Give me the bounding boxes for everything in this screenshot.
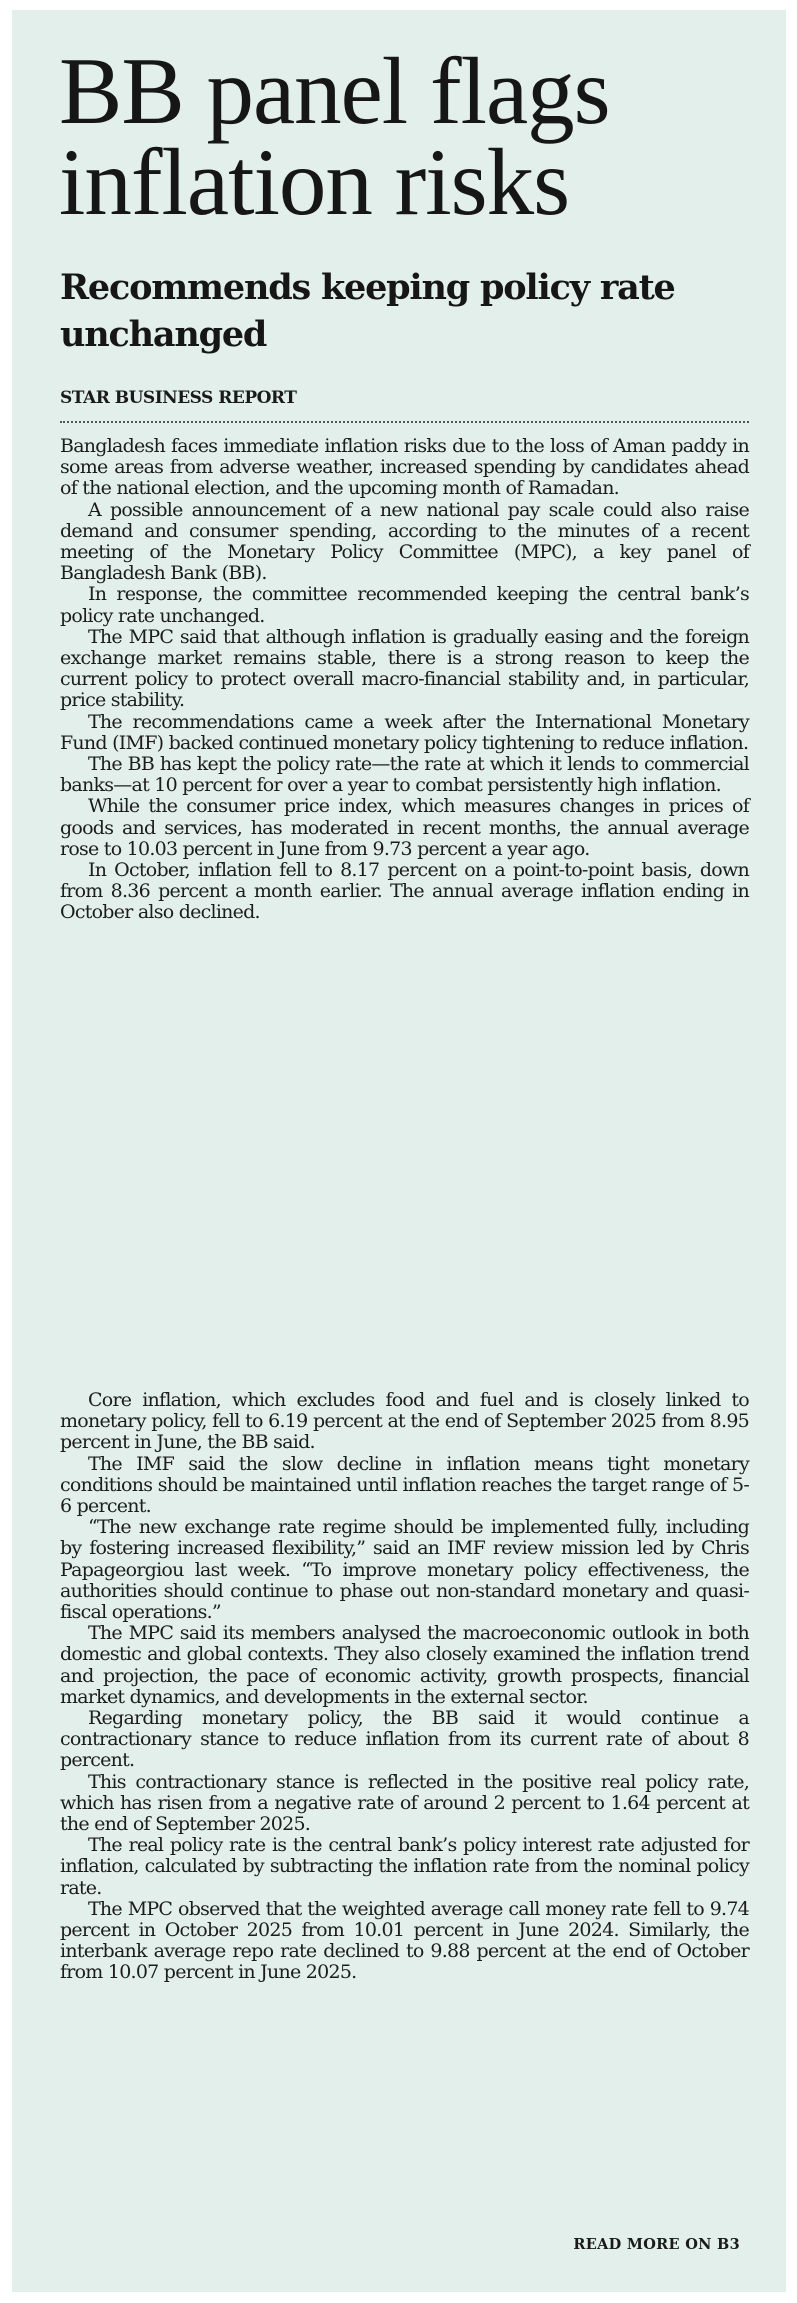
paragraph: The recommendations came a week after the International Monetary Fund (IMF) backed continued monetary policy tightening to reduce inflation. [60, 710, 749, 754]
paragraph: In October, inflation fell to 8.17 percent on a point-to-point basis, down from 8.36 percent a month earlier. The annual average inflation ending in October also declined. [60, 859, 749, 924]
byline: STAR BUSINESS REPORT [60, 388, 297, 408]
paragraph: Regarding monetary policy, the BB said it would continue a contractionary stance to reduce inflation from its current rate of about 8 percent. [60, 1707, 749, 1772]
paragraph: Core inflation, which excludes food and fuel and is closely linked to monetary policy, fell to 6.19 percent at the end of September 2025 from 8.95 percent in June, the BB said. [60, 1389, 749, 1454]
read-more-link[interactable]: READ MORE ON B3 [573, 2236, 740, 2253]
paragraph: The BB has kept the policy rate—the rate at which it lends to commercial banks—at 10 percent for over a year to combat persistently high inflation. [60, 753, 749, 797]
paragraph: The MPC observed that the weighted average call money rate fell to 9.74 percent in October 2025 from 10.01 percent in June 2024. Similarly, the interbank average repo rate declined to 9.88 percent at the end of October from 10.07 percent in June 2025. [60, 1897, 749, 1984]
paragraph: “The new exchange rate regime should be implemented fully, including by fostering increased flexibility,” said an IMF review mission led by Chris Papageorgiou last week. “To improve monetary policy effectiveness, the authorities should continue to phase out non-standard monetary and quasi-fiscal operations.” [60, 1516, 749, 1624]
paragraph: A possible announcement of a new national pay scale could also raise demand and consumer spending, according to the minutes of a recent meeting of the Monetary Policy Committee (MPC), a key panel of Bangladesh Bank (BB). [60, 498, 749, 585]
paragraph: The IMF said the slow decline in inflation means tight monetary conditions should be maintained until inflation reaches the target range of 5-6 percent. [60, 1452, 749, 1518]
dotted-divider [60, 421, 749, 423]
headline: BB panel flags inflation risks [59, 38, 610, 235]
paragraph: This contractionary stance is reflected in the positive real policy rate, which has risen from a negative rate of around 2 percent to 1.64 percent at the end of September 2025. [60, 1770, 749, 1836]
paragraph: The MPC said that although inflation is gradually easing and the foreign exchange market remains stable, there is a strong reason to keep the current policy to protect overall macro-financial stability and, in particular, price stability. [60, 625, 749, 712]
article-body-bottom [60, 1390, 749, 1984]
article-body-top [60, 436, 749, 924]
paragraph: Bangladesh faces immediate inflation risks due to the loss of Aman paddy in some areas from adverse weather, increased spending by candidates ahead of the national election, and the upcoming month of Ramadan. [60, 435, 749, 500]
paragraph: While the consumer price index, which measures changes in prices of goods and services, has moderated in recent months, the annual average rose to 10.03 percent in June from 9.73 percent a year ago. [60, 795, 749, 860]
paragraph: The real policy rate is the central bank’s policy interest rate adjusted for inflation, calculated by subtracting the inflation rate from the nominal policy rate. [60, 1834, 749, 1899]
paragraph: The MPC said its members analysed the macroeconomic outlook in both domestic and global contexts. They also closely examined the inflation trend and projection, the pace of economic activity, growth prospects, financial market dynamics, and developments in the external sector. [60, 1622, 749, 1708]
subheadline: Recommends keeping policy rate unchanged [60, 267, 675, 355]
paragraph: In response, the committee recommended keeping the central bank’s policy rate unchanged. [60, 583, 749, 627]
news-article [12, 10, 786, 2292]
